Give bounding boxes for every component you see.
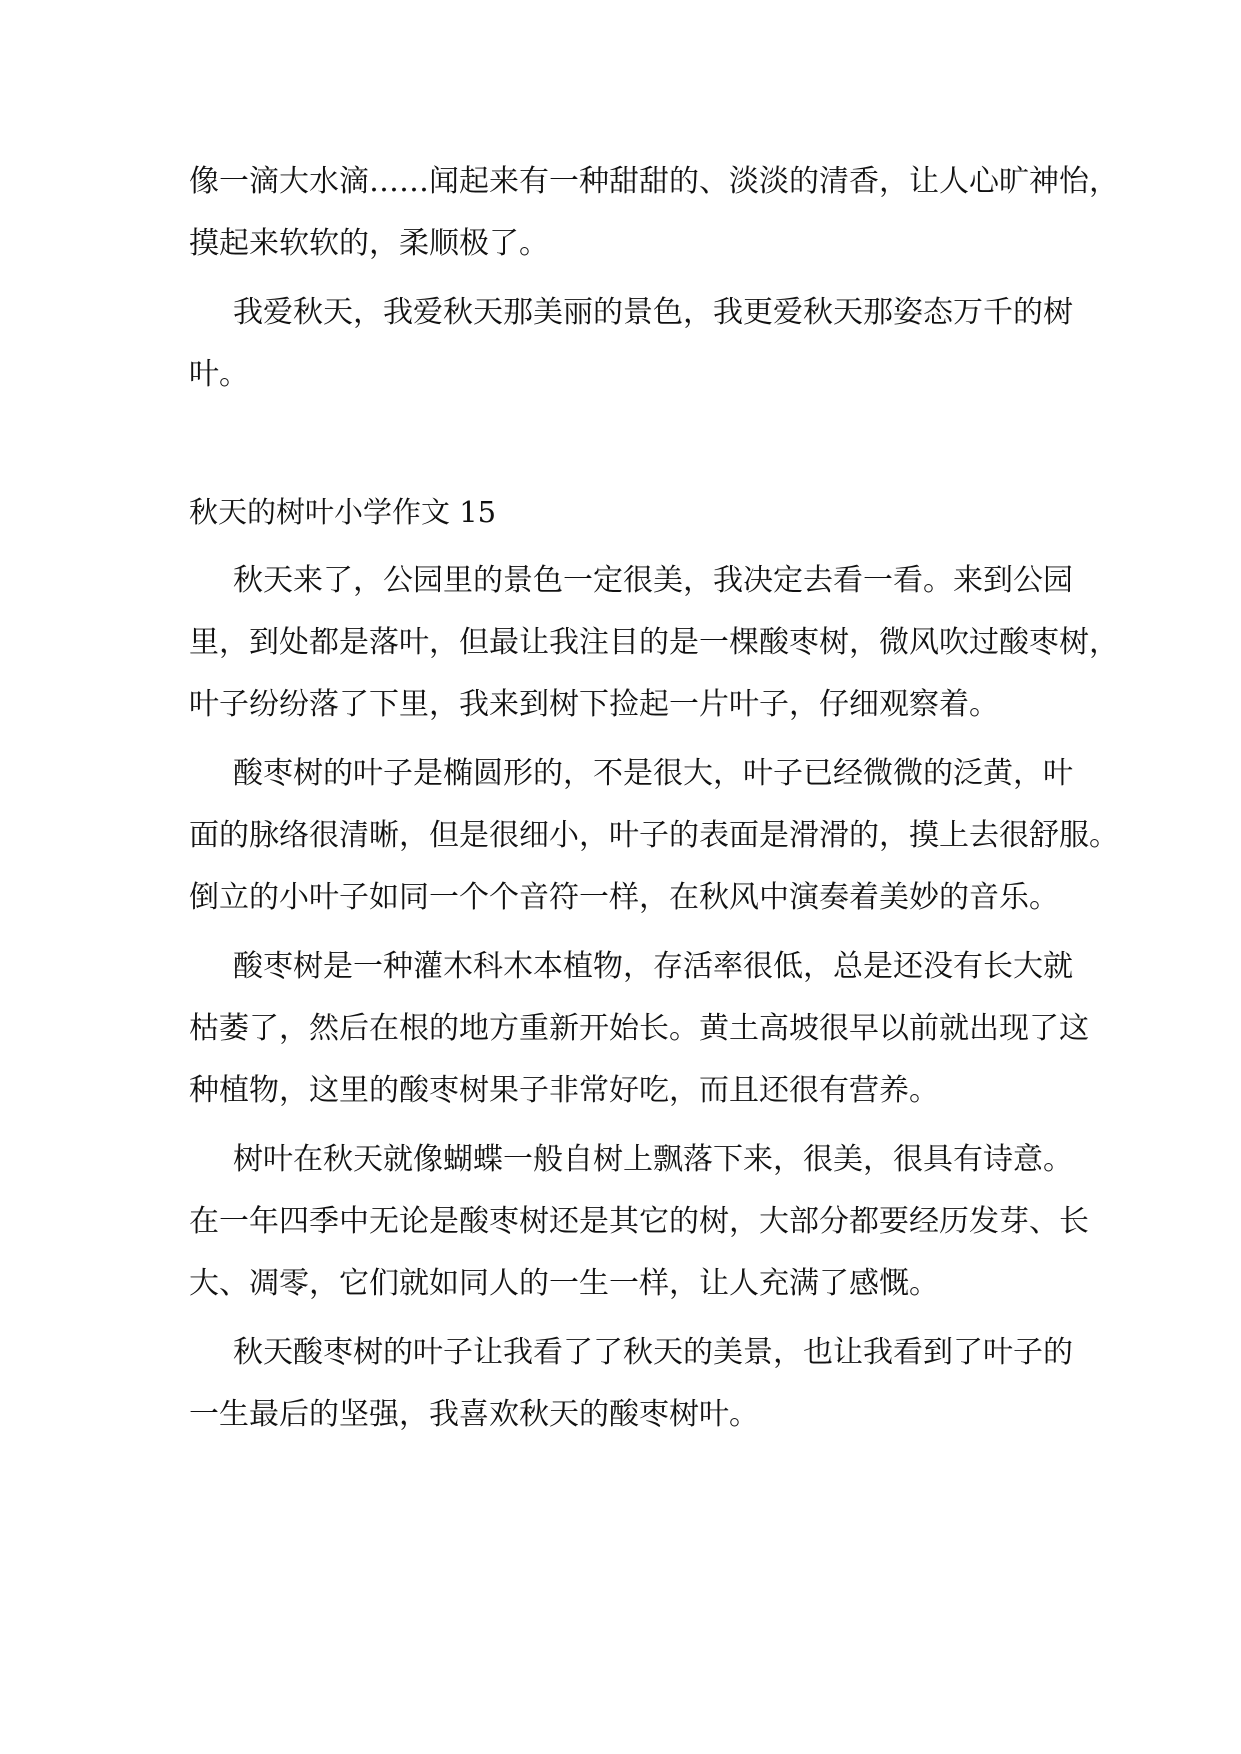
paragraph-line: 秋天酸枣树的叶子让我看了了秋天的美景，也让我看到了叶子的: [233, 1335, 1073, 1370]
section-title: 秋天的树叶小学作文 15: [189, 495, 497, 529]
paragraph-line: 树叶在秋天就像蝴蝶一般自树上飘落下来，很美，很具有诗意。: [233, 1142, 1073, 1177]
paragraph-line: 种植物，这里的酸枣树果子非常好吃，而且还很有营养。: [189, 1073, 939, 1108]
paragraph-line: 像一滴大水滴……闻起来有一种甜甜的、淡淡的清香，让人心旷神怡，: [189, 164, 1119, 199]
paragraph-line: 叶子纷纷落了下里，我来到树下捡起一片叶子，仔细观察着。: [189, 687, 999, 722]
paragraph-line: 里，到处都是落叶，但最让我注目的是一棵酸枣树，微风吹过酸枣树，: [189, 625, 1119, 660]
paragraph-line: 我爱秋天，我爱秋天那美丽的景色，我更爱秋天那姿态万千的树: [233, 295, 1073, 330]
paragraph-line: 秋天来了，公园里的景色一定很美，我决定去看一看。来到公园: [233, 563, 1073, 598]
paragraph-line: 叶。: [189, 357, 249, 392]
paragraph-line: 酸枣树的叶子是椭圆形的，不是很大，叶子已经微微的泛黄，叶: [233, 756, 1073, 791]
paragraph-line: 在一年四季中无论是酸枣树还是其它的树，大部分都要经历发芽、长: [189, 1204, 1089, 1239]
paragraph-line: 一生最后的坚强，我喜欢秋天的酸枣树叶。: [189, 1397, 759, 1432]
paragraph-line: 枯萎了，然后在根的地方重新开始长。黄土高坡很早以前就出现了这: [189, 1011, 1089, 1046]
paragraph-line: 面的脉络很清晰，但是很细小，叶子的表面是滑滑的，摸上去很舒服。: [189, 818, 1119, 853]
paragraph-line: 酸枣树是一种灌木科木本植物，存活率很低，总是还没有长大就: [233, 949, 1073, 984]
paragraph-line: 摸起来软软的，柔顺极了。: [189, 226, 549, 261]
paragraph-line: 倒立的小叶子如同一个个音符一样，在秋风中演奏着美妙的音乐。: [189, 880, 1059, 915]
paragraph-line: 大、凋零，它们就如同人的一生一样，让人充满了感慨。: [189, 1266, 939, 1301]
